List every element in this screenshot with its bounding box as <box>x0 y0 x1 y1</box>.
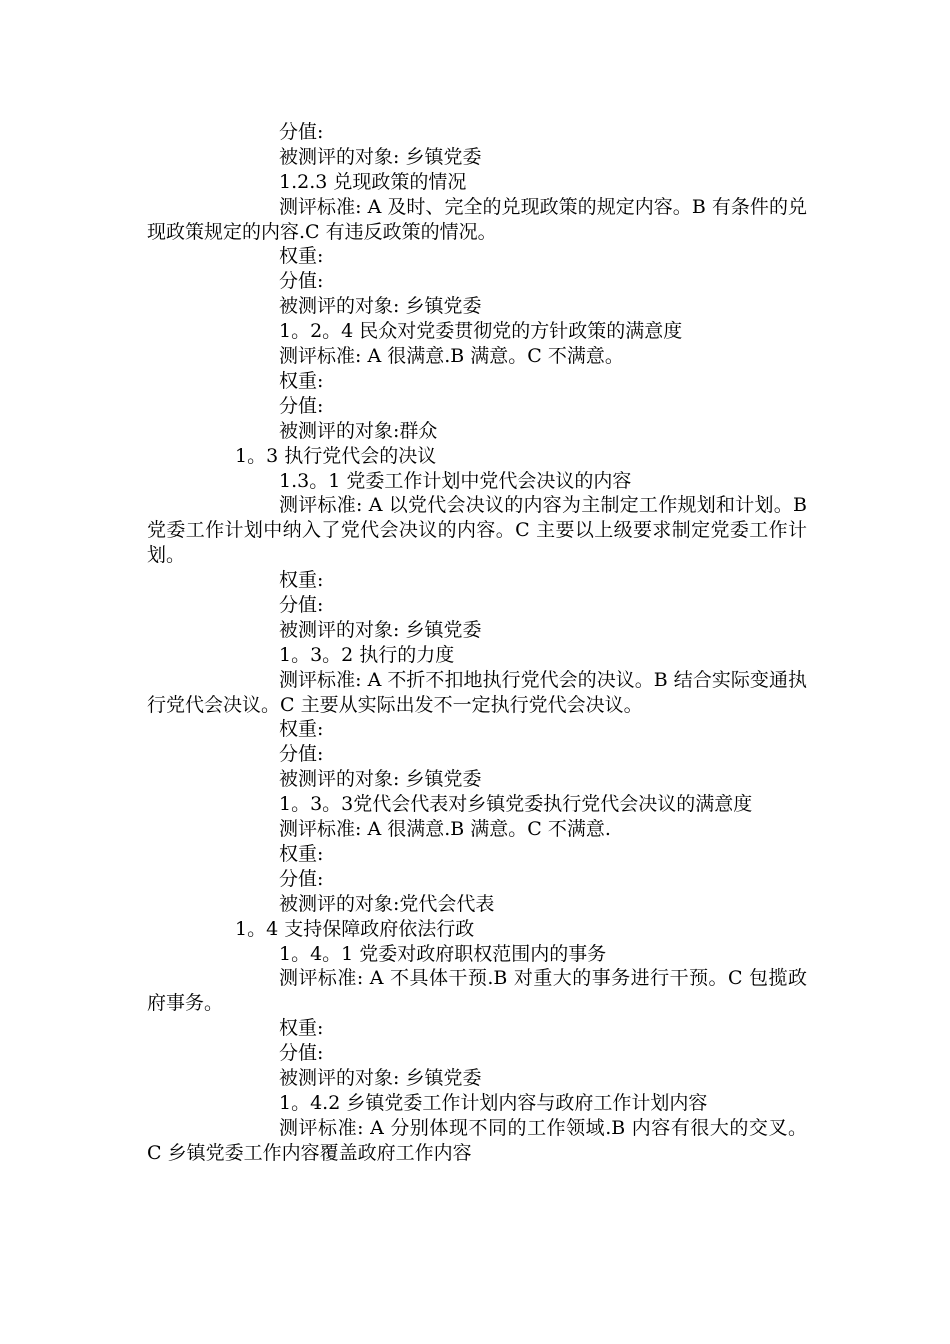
text-line: 权重: <box>279 245 324 268</box>
text-line: 权重: <box>279 718 324 741</box>
text-line: 分值: <box>279 270 324 293</box>
text-line: 测评标准: A 及时、完全的兑现政策的规定内容。B 有条件的兑现政策规定的内容.C 有违反政策的情况。 <box>147 195 807 243</box>
text-line: 权重: <box>279 1017 324 1040</box>
text-line: 1.2.3 兑现政策的情况 <box>279 170 467 193</box>
text-line: 测评标准: A 很满意.B 满意。C 不满意。 <box>279 345 624 368</box>
text-line: 1。3。3党代会代表对乡镇党委执行党代会决议的满意度 <box>279 793 753 816</box>
text-line: 分值: <box>279 394 324 417</box>
text-line: 被测评的对象: 乡镇党委 <box>279 768 482 791</box>
text-line: 分值: <box>279 1042 324 1065</box>
text-line: 被测评的对象:群众 <box>279 419 438 442</box>
text-line: 1。4.2 乡镇党委工作计划内容与政府工作计划内容 <box>279 1091 708 1114</box>
text-line: 权重: <box>279 369 324 392</box>
text-line: 1。3。2 执行的力度 <box>279 643 455 666</box>
section-heading: 1。3 执行党代会的决议 <box>235 444 437 467</box>
text-line: 分值: <box>279 594 324 616</box>
text-line: 1。2。4 民众对党委贯彻党的方针政策的满意度 <box>279 320 683 343</box>
text-line: 被测评的对象:党代会代表 <box>279 892 495 915</box>
text-line: 被测评的对象: 乡镇党委 <box>279 618 482 641</box>
text-line: 分值: <box>279 743 324 766</box>
text-line: 权重: <box>279 842 324 865</box>
document-body <box>147 120 807 1166</box>
text-line: 测评标准: A 以党代会决议的内容为主制定工作规划和计划。B 党委工作计划中纳入了党代会决议的内容。C 主要以上级要求制定党委工作计划。 <box>147 494 807 567</box>
text-line: 被测评的对象: 乡镇党委 <box>279 145 482 168</box>
text-line: 分值: <box>279 121 324 143</box>
text-line: 被测评的对象: 乡镇党委 <box>279 1067 482 1089</box>
text-line: 1.3。1 党委工作计划中党代会决议的内容 <box>279 469 632 492</box>
text-line: 测评标准: A 不具体干预.B 对重大的事务进行干预。C 包揽政府事务。 <box>147 967 807 1015</box>
text-line: 分值: <box>279 867 324 890</box>
section-heading: 1。4 支持保障政府依法行政 <box>235 917 475 940</box>
text-line: 被测评的对象: 乡镇党委 <box>279 295 482 318</box>
text-line: 测评标准: A 分别体现不同的工作领域.B 内容有很大的交叉。C 乡镇党委工作内容覆盖政府工作内容 <box>147 1116 807 1164</box>
text-line: 权重: <box>279 569 324 592</box>
text-line: 测评标准: A 很满意.B 满意。C 不满意. <box>279 818 611 841</box>
text-line: 测评标准: A 不折不扣地执行党代会的决议。B 结合实际变通执行党代会决议。C 主要从实际出发不一定执行党代会决议。 <box>147 668 807 716</box>
text-line: 1。4。1 党委对政府职权范围内的事务 <box>279 942 607 965</box>
